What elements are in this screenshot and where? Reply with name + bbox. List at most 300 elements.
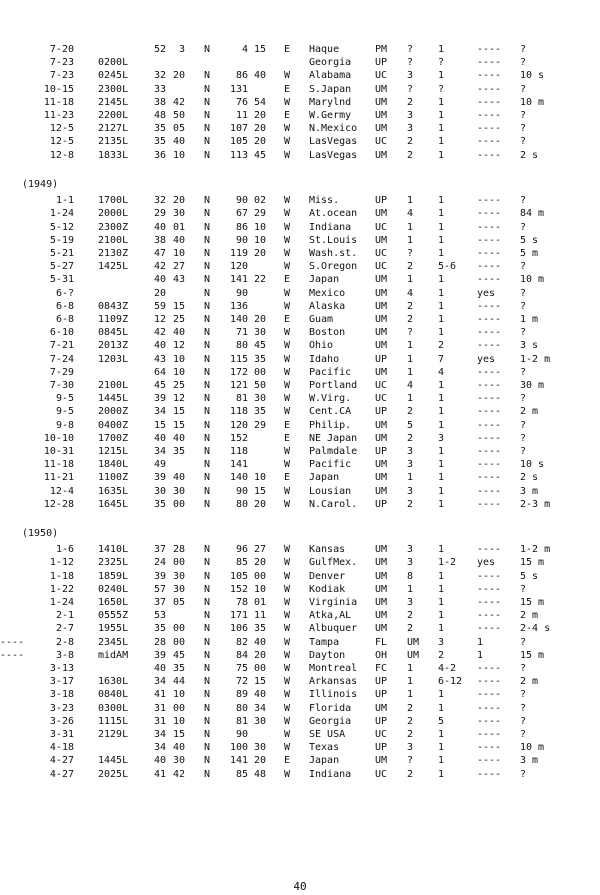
- cell-lat: 59: [153, 301, 166, 312]
- cell-date: 7-21: [49, 340, 74, 351]
- cell-time: 2100L: [98, 235, 129, 246]
- cell-loc: Guam: [309, 314, 334, 325]
- table-row: [0, 584, 600, 596]
- cell-dur: 10 s: [520, 70, 545, 81]
- cell-lat: 12: [153, 314, 166, 325]
- cell-cls: UC: [375, 261, 388, 272]
- cell-date: 4-18: [49, 742, 74, 753]
- cell-date: 6-8: [55, 314, 74, 325]
- cell-yes: ----: [477, 123, 502, 134]
- cell-loc: Japan: [309, 472, 340, 483]
- cell-cls: UM: [375, 301, 388, 312]
- cell-ns: N: [204, 446, 211, 457]
- cell-time: 0845L: [98, 327, 129, 338]
- cell-lon: 76: [235, 97, 248, 108]
- cell-n1: 4: [407, 208, 414, 219]
- cell-lonm: 20: [253, 248, 266, 259]
- cell-dur: ?: [520, 689, 527, 700]
- cell-yes: ----: [477, 610, 502, 621]
- cell-lat: 45: [153, 380, 166, 391]
- cell-dur: 5 m: [520, 248, 539, 259]
- cell-time: 2300Z: [98, 222, 129, 233]
- cell-latm: 40: [172, 433, 185, 444]
- cell-lonm: 34: [253, 703, 266, 714]
- cell-yes: ----: [477, 57, 502, 68]
- cell-date: 2-7: [55, 623, 74, 634]
- cell-date: 5-19: [49, 235, 74, 246]
- cell-ns: N: [204, 380, 211, 391]
- cell-ew: W: [284, 499, 291, 510]
- table-row: [0, 729, 600, 741]
- table-row: [0, 288, 600, 300]
- cell-n1: 3: [407, 742, 414, 753]
- cell-n1: 1: [407, 393, 414, 404]
- table-row: [0, 689, 600, 701]
- cell-n1: ?: [407, 248, 414, 259]
- cell-dur: 2-3 m: [520, 499, 551, 510]
- table-row: [0, 571, 600, 583]
- cell-lon: 120: [229, 420, 248, 431]
- cell-lon: 121: [229, 380, 248, 391]
- cell-cls: PM: [375, 44, 388, 55]
- table-row: [0, 222, 600, 234]
- cell-cls: UC: [375, 729, 388, 740]
- cell-lon: 86: [235, 70, 248, 81]
- cell-lat: 39: [153, 472, 166, 483]
- cell-lonm: 50: [253, 380, 266, 391]
- cell-latm: 43: [172, 274, 185, 285]
- cell-ns: N: [204, 597, 211, 608]
- cell-time: 0240L: [98, 584, 129, 595]
- cell-lonm: 20: [253, 499, 266, 510]
- cell-lonm: 00: [253, 571, 266, 582]
- cell-loc: Albuquer: [309, 623, 358, 634]
- cell-lon: 107: [229, 123, 248, 134]
- cell-dur: ?: [520, 420, 527, 431]
- cell-dur: 3 m: [520, 755, 539, 766]
- cell-lon: 90: [235, 288, 248, 299]
- cell-yes: ----: [477, 486, 502, 497]
- cell-loc: Palmdale: [309, 446, 358, 457]
- cell-loc: Denver: [309, 571, 346, 582]
- cell-dur: ?: [520, 637, 527, 648]
- cell-cls: UM: [375, 571, 388, 582]
- cell-ew: W: [284, 261, 291, 272]
- cell-latm: 40: [172, 136, 185, 147]
- table-row: [0, 110, 600, 122]
- cell-time: 1645L: [98, 499, 129, 510]
- cell-ns: N: [204, 623, 211, 634]
- table-row: [0, 367, 600, 379]
- cell-yes: ----: [477, 235, 502, 246]
- cell-latm: 40: [172, 472, 185, 483]
- cell-latm: 00: [172, 637, 185, 648]
- cell-lon: 118: [229, 446, 248, 457]
- cell-dur: 10 m: [520, 97, 545, 108]
- cell-yes: ----: [477, 208, 502, 219]
- cell-latm: 10: [172, 716, 185, 727]
- cell-ns: N: [204, 499, 211, 510]
- cell-yes: ----: [477, 274, 502, 285]
- cell-dur: 3 m: [520, 486, 539, 497]
- cell-ew: E: [284, 472, 291, 483]
- cell-loc: Georgia: [309, 716, 352, 727]
- cell-n1: 2: [407, 97, 414, 108]
- cell-ns: N: [204, 557, 211, 568]
- cell-time: 2000L: [98, 208, 129, 219]
- cell-date: 11-23: [43, 110, 74, 121]
- cell-lon: 82: [235, 637, 248, 648]
- cell-n2: 1: [438, 769, 445, 780]
- cell-yes: ----: [477, 584, 502, 595]
- cell-lonm: 40: [253, 70, 266, 81]
- cell-yes: ----: [477, 544, 502, 555]
- cell-loc: Tampa: [309, 637, 340, 648]
- cell-latm: 05: [172, 597, 185, 608]
- cell-n2: ?: [438, 84, 445, 95]
- cell-date: 12-4: [49, 486, 74, 497]
- cell-ns: N: [204, 340, 211, 351]
- table-row: [0, 623, 600, 635]
- cell-ew: E: [284, 44, 291, 55]
- cell-yes: ----: [477, 420, 502, 431]
- cell-yes: yes: [477, 557, 496, 568]
- cell-latm: 30: [172, 584, 185, 595]
- cell-n2: 1: [438, 110, 445, 121]
- cell-ew: E: [284, 420, 291, 431]
- cell-lonm: 15: [253, 676, 266, 687]
- cell-date: 1-6: [55, 544, 74, 555]
- cell-lat: 37: [153, 597, 166, 608]
- cell-lat: 40: [153, 433, 166, 444]
- cell-extra: ----: [0, 650, 25, 661]
- cell-ew: W: [284, 123, 291, 134]
- cell-n2: 6-12: [438, 676, 463, 687]
- cell-time: 2135L: [98, 136, 129, 147]
- cell-ew: W: [284, 380, 291, 391]
- table-row: [0, 314, 600, 326]
- table-row: [0, 433, 600, 445]
- cell-time: 1635L: [98, 486, 129, 497]
- cell-time: 2127L: [98, 123, 129, 134]
- cell-latm: 00: [172, 623, 185, 634]
- cell-lonm: 40: [253, 637, 266, 648]
- cell-dur: ?: [520, 327, 527, 338]
- cell-loc: S.Japan: [309, 84, 352, 95]
- cell-yes: ----: [477, 571, 502, 582]
- cell-loc: Alabama: [309, 70, 352, 81]
- cell-lat: 35: [153, 499, 166, 510]
- cell-dur: ?: [520, 716, 527, 727]
- cell-n2: 1: [438, 571, 445, 582]
- table-row: [0, 97, 600, 109]
- cell-loc: NE Japan: [309, 433, 358, 444]
- cell-dur: ?: [520, 195, 527, 206]
- table-row: [0, 663, 600, 675]
- cell-ns: N: [204, 406, 211, 417]
- table-row: [0, 610, 600, 622]
- cell-lon: 105: [229, 571, 248, 582]
- cell-ew: W: [284, 288, 291, 299]
- cell-latm: 05: [172, 123, 185, 134]
- cell-yes: ----: [477, 716, 502, 727]
- cell-yes: ----: [477, 380, 502, 391]
- cell-n1: UM: [407, 637, 420, 648]
- cell-dur: 30 m: [520, 380, 545, 391]
- cell-loc: Pacific: [309, 459, 352, 470]
- year-heading: (1949): [22, 178, 59, 190]
- cell-lat: 31: [153, 703, 166, 714]
- cell-lonm: 15: [253, 44, 266, 55]
- cell-lat: 28: [153, 637, 166, 648]
- cell-lonm: 10: [253, 235, 266, 246]
- cell-n1: 5: [407, 420, 414, 431]
- cell-lon: 136: [229, 301, 248, 312]
- cell-time: 1840L: [98, 459, 129, 470]
- cell-n1: 2: [407, 314, 414, 325]
- cell-n2: 1: [438, 274, 445, 285]
- cell-dur: ?: [520, 222, 527, 233]
- cell-cls: UM: [375, 703, 388, 714]
- cell-latm: 10: [172, 354, 185, 365]
- cell-time: 1833L: [98, 150, 129, 161]
- cell-date: 5-12: [49, 222, 74, 233]
- cell-yes: ----: [477, 367, 502, 378]
- cell-n2: 1: [438, 742, 445, 753]
- cell-dur: 2 s: [520, 150, 539, 161]
- cell-ew: W: [284, 340, 291, 351]
- cell-lat: 42: [153, 261, 166, 272]
- cell-loc: N.Mexico: [309, 123, 358, 134]
- cell-time: 2025L: [98, 769, 129, 780]
- cell-loc: Haque: [309, 44, 340, 55]
- cell-loc: Dayton: [309, 650, 346, 661]
- cell-n2: 1: [438, 314, 445, 325]
- cell-loc: Pacific: [309, 367, 352, 378]
- cell-latm: 28: [172, 544, 185, 555]
- cell-ew: W: [284, 729, 291, 740]
- table-row: [0, 235, 600, 247]
- cell-ns: N: [204, 637, 211, 648]
- cell-ns: N: [204, 136, 211, 147]
- cell-lonm: 27: [253, 544, 266, 555]
- cell-lat: 38: [153, 97, 166, 108]
- cell-loc: Kodiak: [309, 584, 346, 595]
- cell-yes: ----: [477, 676, 502, 687]
- cell-yes: ----: [477, 340, 502, 351]
- cell-n1: 2: [407, 499, 414, 510]
- cell-cls: UM: [375, 472, 388, 483]
- cell-lonm: 20: [253, 110, 266, 121]
- cell-n1: 1: [407, 340, 414, 351]
- cell-ns: N: [204, 486, 211, 497]
- cell-n2: 1: [438, 208, 445, 219]
- cell-ew: W: [284, 354, 291, 365]
- cell-date: 7-23: [49, 70, 74, 81]
- cell-lon: 90: [235, 235, 248, 246]
- cell-ns: N: [204, 584, 211, 595]
- cell-lat: 20: [153, 288, 166, 299]
- cell-cls: UP: [375, 716, 388, 727]
- cell-lat: 39: [153, 650, 166, 661]
- cell-ns: N: [204, 689, 211, 700]
- cell-time: 1109Z: [98, 314, 129, 325]
- cell-loc: Texas: [309, 742, 340, 753]
- cell-ns: N: [204, 84, 211, 95]
- cell-ew: E: [284, 274, 291, 285]
- cell-cls: UP: [375, 195, 388, 206]
- cell-yes: ----: [477, 301, 502, 312]
- cell-time: 2129L: [98, 729, 129, 740]
- table-row: [0, 208, 600, 220]
- cell-loc: Miss.: [309, 195, 340, 206]
- cell-n1: 2: [407, 406, 414, 417]
- cell-yes: ----: [477, 499, 502, 510]
- table-row: [0, 261, 600, 273]
- cell-cls: UP: [375, 406, 388, 417]
- cell-yes: ----: [477, 406, 502, 417]
- cell-ew: W: [284, 716, 291, 727]
- cell-ns: N: [204, 755, 211, 766]
- cell-n1: 2: [407, 703, 414, 714]
- cell-date: 3-17: [49, 676, 74, 687]
- cell-dur: ?: [520, 110, 527, 121]
- cell-cls: UM: [375, 84, 388, 95]
- cell-yes: yes: [477, 288, 496, 299]
- cell-n2: 1: [438, 610, 445, 621]
- cell-lon: 172: [229, 367, 248, 378]
- cell-cls: UM: [375, 367, 388, 378]
- cell-ns: N: [204, 208, 211, 219]
- cell-n2: 1: [438, 703, 445, 714]
- cell-lonm: 30: [253, 716, 266, 727]
- cell-lon: 171: [229, 610, 248, 621]
- cell-ns: N: [204, 354, 211, 365]
- cell-ns: N: [204, 459, 211, 470]
- cell-n2: 4: [438, 367, 445, 378]
- cell-time: 0843Z: [98, 301, 129, 312]
- cell-n1: 3: [407, 70, 414, 81]
- cell-cls: FC: [375, 663, 388, 674]
- cell-lon: 152: [229, 433, 248, 444]
- cell-n1: ?: [407, 57, 414, 68]
- cell-n2: 1: [438, 729, 445, 740]
- cell-time: 1859L: [98, 571, 129, 582]
- cell-lon: 131: [229, 84, 248, 95]
- cell-loc: Japan: [309, 274, 340, 285]
- cell-lonm: 10: [253, 222, 266, 233]
- cell-yes: ----: [477, 70, 502, 81]
- cell-lonm: 35: [253, 623, 266, 634]
- cell-time: 0840L: [98, 689, 129, 700]
- cell-lat: 34: [153, 729, 166, 740]
- cell-dur: 1 m: [520, 314, 539, 325]
- cell-n2: 1: [438, 472, 445, 483]
- cell-time: 1425L: [98, 261, 129, 272]
- cell-lon: 78: [235, 597, 248, 608]
- cell-cls: FL: [375, 637, 388, 648]
- cell-lonm: 11: [253, 610, 266, 621]
- cell-n2: 1: [438, 288, 445, 299]
- cell-lon: 152: [229, 584, 248, 595]
- cell-lonm: 20: [253, 557, 266, 568]
- cell-lon: 81: [235, 716, 248, 727]
- cell-n2: 3: [438, 637, 445, 648]
- table-row: [0, 44, 600, 56]
- cell-n2: 1: [438, 150, 445, 161]
- cell-latm: 12: [172, 393, 185, 404]
- cell-lon: 140: [229, 314, 248, 325]
- table-row: [0, 544, 600, 556]
- cell-time: 0245L: [98, 70, 129, 81]
- cell-loc: At.ocean: [309, 208, 358, 219]
- cell-time: 1115L: [98, 716, 129, 727]
- cell-lat: 52: [153, 44, 166, 55]
- table-row: [0, 597, 600, 609]
- cell-n2: 4-2: [438, 663, 457, 674]
- cell-loc: Lousian: [309, 486, 352, 497]
- cell-ew: W: [284, 406, 291, 417]
- cell-cls: UC: [375, 769, 388, 780]
- table-row: [0, 274, 600, 286]
- cell-lat: 40: [153, 274, 166, 285]
- cell-n2: 1: [438, 597, 445, 608]
- cell-time: 0300L: [98, 703, 129, 714]
- cell-lat: 41: [153, 689, 166, 700]
- cell-yes: ----: [477, 222, 502, 233]
- cell-cls: UM: [375, 459, 388, 470]
- cell-lonm: 10: [253, 584, 266, 595]
- cell-cls: UM: [375, 597, 388, 608]
- cell-lon: 115: [229, 354, 248, 365]
- cell-date: 1-24: [49, 208, 74, 219]
- cell-date: 12-8: [49, 150, 74, 161]
- cell-time: 2000Z: [98, 406, 129, 417]
- cell-ew: W: [284, 97, 291, 108]
- table-row: [0, 637, 600, 649]
- cell-lonm: 35: [253, 406, 266, 417]
- cell-n2: 1: [438, 222, 445, 233]
- cell-n1: 1: [407, 663, 414, 674]
- cell-n1: 3: [407, 544, 414, 555]
- cell-yes: ----: [477, 729, 502, 740]
- cell-cls: UM: [375, 420, 388, 431]
- cell-loc: Arkansas: [309, 676, 358, 687]
- table-row: [0, 248, 600, 260]
- cell-ew: W: [284, 393, 291, 404]
- cell-ew: W: [284, 150, 291, 161]
- cell-time: 2100L: [98, 380, 129, 391]
- cell-n1: 3: [407, 446, 414, 457]
- cell-time: 2013Z: [98, 340, 129, 351]
- cell-ew: W: [284, 610, 291, 621]
- cell-lat: 57: [153, 584, 166, 595]
- cell-date: 9-5: [55, 406, 74, 417]
- cell-loc: Atka,AL: [309, 610, 352, 621]
- table-row: [0, 472, 600, 484]
- cell-dur: 2 s: [520, 472, 539, 483]
- cell-cls: UC: [375, 222, 388, 233]
- cell-lonm: 30: [253, 327, 266, 338]
- table-row: [0, 676, 600, 688]
- table-row: [0, 420, 600, 432]
- cell-dur: ?: [520, 44, 527, 55]
- cell-dur: 10 m: [520, 742, 545, 753]
- cell-ew: E: [284, 314, 291, 325]
- cell-yes: ----: [477, 314, 502, 325]
- cell-n1: UM: [407, 650, 420, 661]
- cell-lonm: 30: [253, 393, 266, 404]
